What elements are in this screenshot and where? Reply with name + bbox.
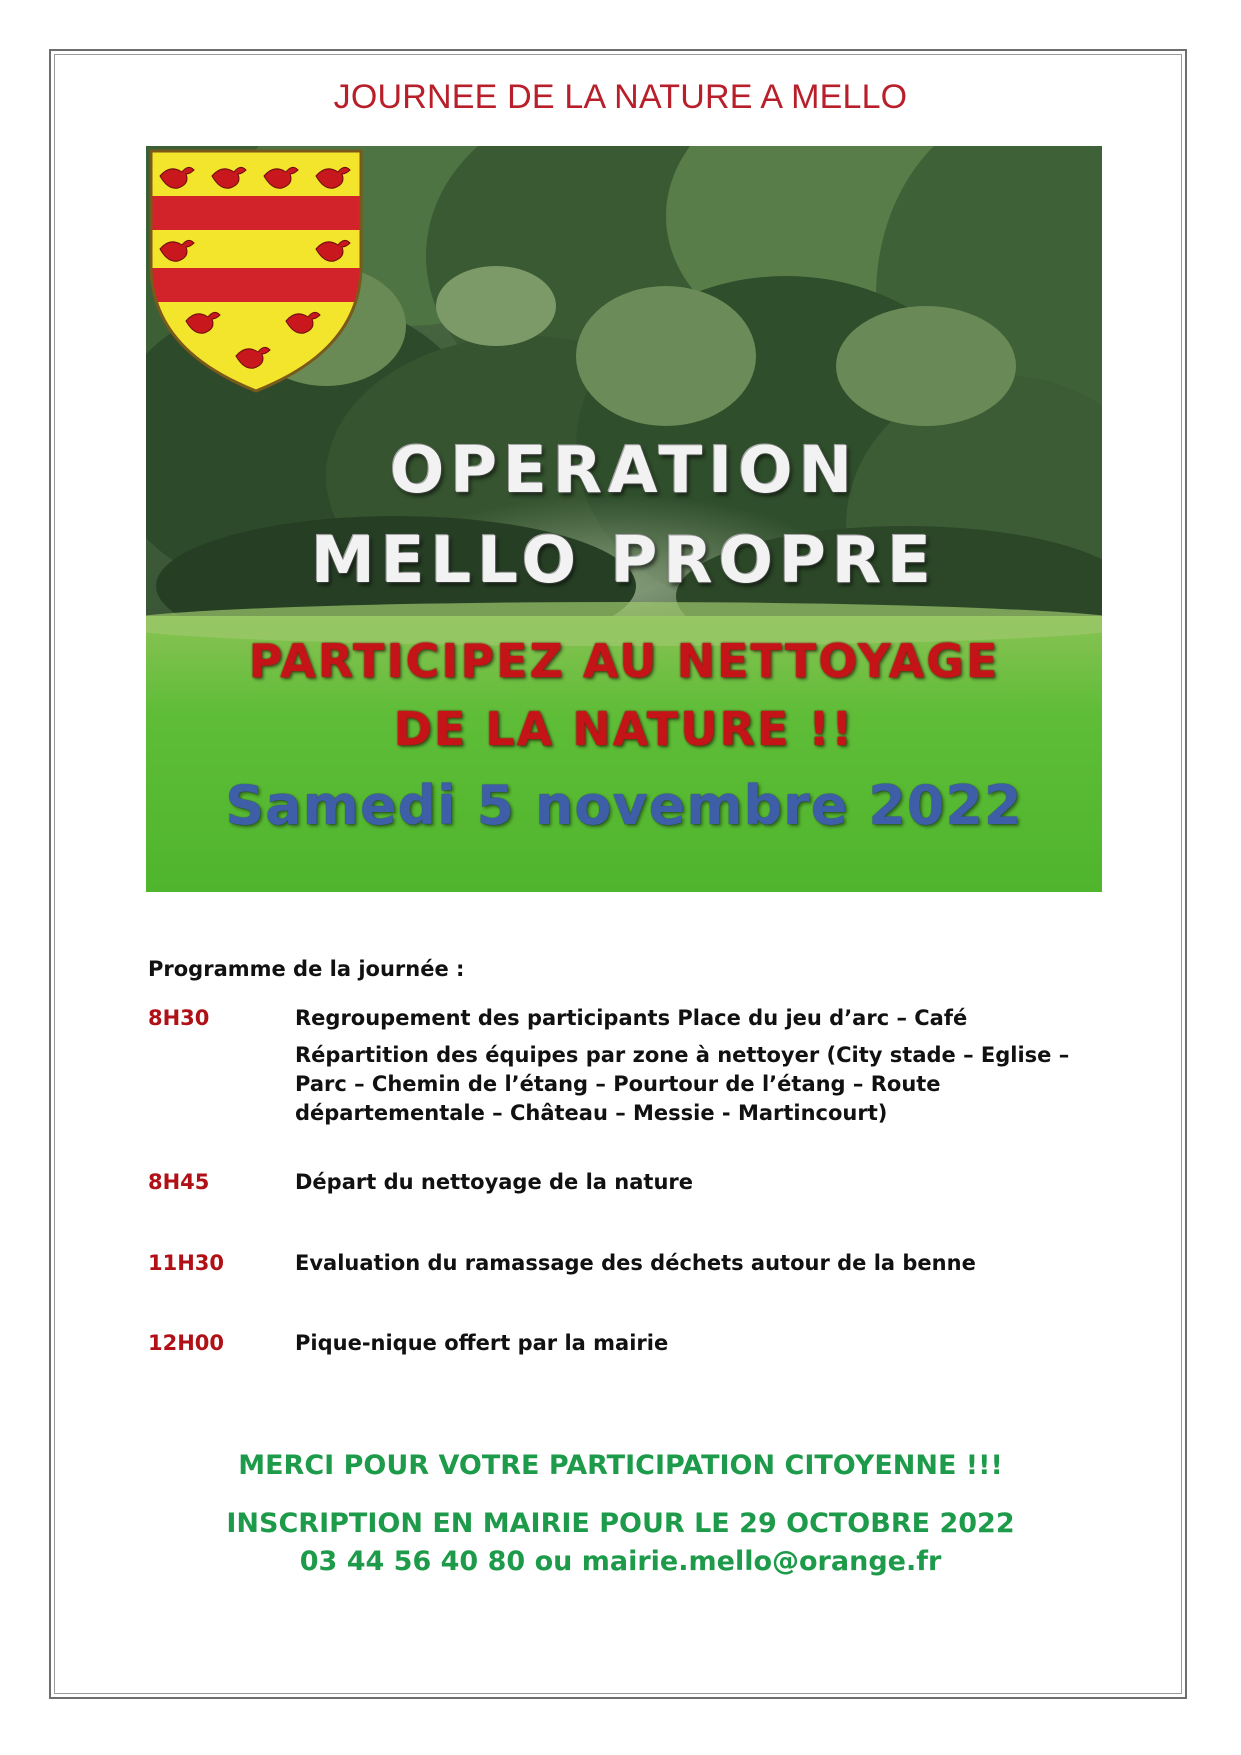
thanks-message: MERCI POUR VOTRE PARTICIPATION CITOYENNE !!! bbox=[238, 1450, 1003, 1481]
poster-image bbox=[146, 146, 1102, 892]
programme-item: Départ du nettoyage de la nature bbox=[295, 1170, 693, 1194]
programme-time: 11H30 bbox=[148, 1251, 225, 1275]
programme-time: 12H00 bbox=[148, 1331, 225, 1355]
programme-title: Programme de la journée : bbox=[148, 957, 465, 981]
contact-info: 03 44 56 40 80 ou mairie.mello@orange.fr bbox=[299, 1546, 942, 1577]
event-date: Samedi 5 novembre 2022 bbox=[225, 774, 1023, 837]
page-title: JOURNEE DE LA NATURE A MELLO bbox=[333, 78, 908, 116]
registration-deadline: INSCRIPTION EN MAIRIE POUR LE 29 OCTOBRE 2022 bbox=[226, 1508, 1015, 1539]
coat-of-arms-icon bbox=[146, 146, 366, 396]
programme-item: Pique-nique offert par la mairie bbox=[295, 1331, 669, 1355]
programme-item: Répartition des équipes par zone à nettoyer (City stade – Eglise – Parc – Chemin de l’étang – Pourtour de l’étang – Route départementale – Château – Messie - Martincourt) bbox=[295, 1043, 1070, 1125]
headline-line-2: MELLO PROPRE bbox=[311, 524, 937, 598]
programme-time: 8H45 bbox=[148, 1170, 210, 1194]
headline-line-1: OPERATION bbox=[389, 434, 859, 508]
programme-item: Regroupement des participants Place du jeu d’arc – Café bbox=[295, 1006, 968, 1030]
programme-time: 8H30 bbox=[148, 1006, 210, 1030]
programme-item: Evaluation du ramassage des déchets autour de la benne bbox=[295, 1251, 976, 1275]
call-to-action-line-1: PARTICIPEZ AU NETTOYAGE bbox=[248, 634, 1000, 688]
call-to-action-line-2: DE LA NATURE !! bbox=[393, 702, 855, 756]
